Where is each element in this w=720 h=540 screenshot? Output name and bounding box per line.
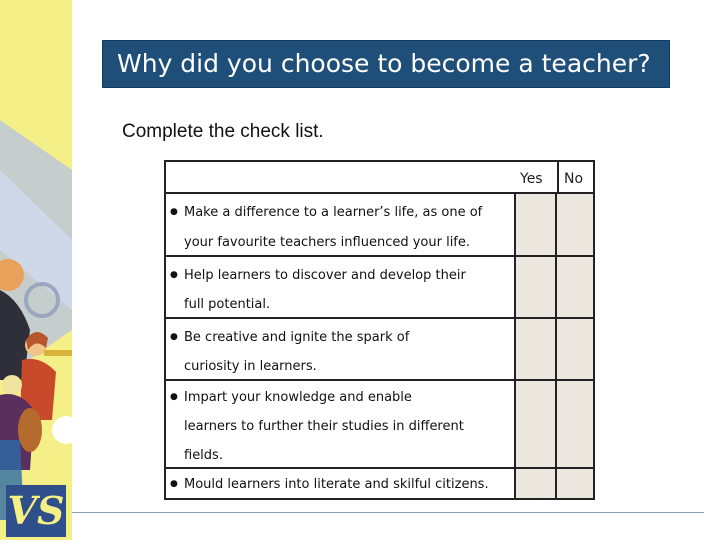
no-column-header: No [564,171,584,187]
item-line: your favourite teachers influenced your life. [184,235,471,250]
bullet-icon: ● [170,479,178,489]
vs-logo: VS [6,485,66,537]
item-line: Make a difference to a learner’s life, as one of [184,205,483,220]
slide-title: Why did you choose to become a teacher? [117,49,651,78]
bullet-icon: ● [170,332,178,342]
answer-yes-3[interactable] [514,317,557,381]
instruction-text: Complete the check list. [122,121,324,142]
answer-yes-1[interactable] [514,192,557,257]
bullet-icon: ● [170,270,178,280]
yes-column-header: Yes [520,171,543,187]
answer-yes-5[interactable] [514,467,557,500]
header-blank-cell [164,160,516,194]
answer-yes-2[interactable] [514,255,557,319]
answer-no-3[interactable] [555,317,595,381]
answer-no-4[interactable] [555,379,595,469]
header-yes-cell [516,160,557,194]
answer-no-1[interactable] [555,192,595,257]
item-line: fields. [184,448,223,463]
header-no-cell [557,160,595,194]
item-line: learners to further their studies in different [184,419,464,434]
answer-yes-4[interactable] [514,379,557,469]
item-line: Help learners to discover and develop their [184,268,466,283]
item-line: full potential. [184,297,271,312]
item-line: Impart your knowledge and enable [184,390,412,405]
musicians-illustration [0,0,72,540]
slide-title-bar [102,40,670,88]
bullet-icon: ● [170,392,178,402]
item-line: Be creative and ignite the spark of [184,330,410,345]
answer-no-5[interactable] [555,467,595,500]
item-line: Mould learners into literate and skilful citizens. [184,477,489,492]
decorative-sidebar [0,0,72,540]
answer-no-2[interactable] [555,255,595,319]
bullet-icon: ● [170,207,178,217]
item-line: curiosity in learners. [184,359,317,374]
footer-divider [72,512,704,513]
